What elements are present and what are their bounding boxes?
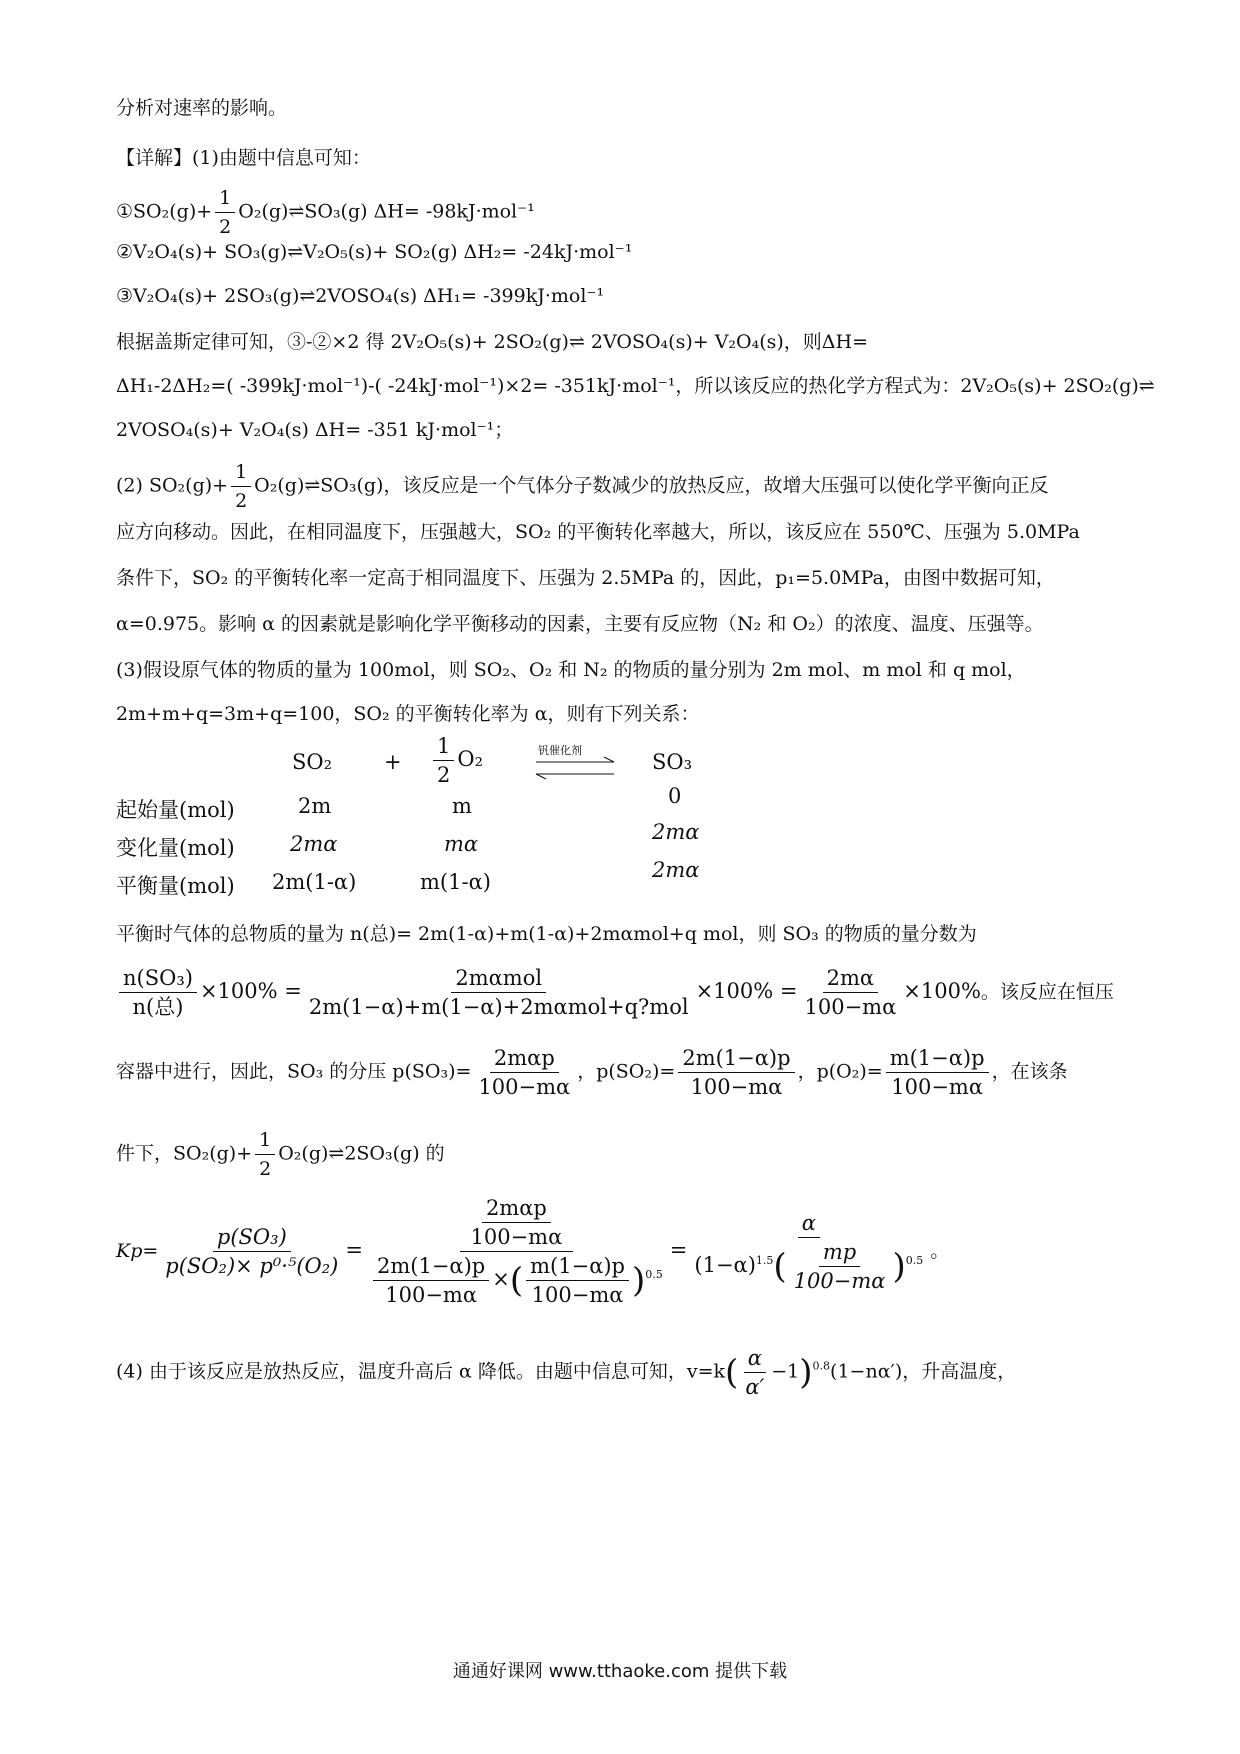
table-header-o2: $\frac{1}{2}$ O₂ [430,734,483,787]
cell: 0 [668,784,682,808]
table-header-so3: SO₃ [652,750,693,774]
cell: 2m [298,794,332,818]
text-line: 【详解】(1)由题中信息可知： [116,147,371,169]
equation-2: ②V₂O₄(s)+ SO₃(g)⇌V₂O₅(s)+ SO₂(g) ΔH₂= -24kJ·mol⁻¹ [116,241,633,263]
equilibrium-arrow-icon [534,756,618,780]
kp-expression: Kp= $\frac{\text{p(SO₃)}}{\text{p(SO₂)× p⁰·⁵(O₂)}}$ = $\frac{\text{2mαp}}{100-m\alpha}$ $\frac{2m(1-\alpha)p}{100-m\alpha}$ ×( $\frac{m(1-\alpha)p}{100-m\alpha}$ )$^{0.5}$ = α $(1-\alpha)^{1.5}$( $\frac{mp}{100-m\alpha}$ )$^{0.5}$ 。 [116,1196,950,1307]
cell: 2mα [290,832,338,856]
catalyst-label: 钒催化剂 [538,744,582,757]
text-line: 平衡时气体的总物质的量为 n(总)= 2m(1-α)+m(1-α)+2mαmol+q mol，则 SO₃ 的物质的量分数为 [116,923,977,945]
half-fraction: $\frac{1}{2}$ [231,460,251,513]
paragraph-4-line: (4) 由于该反应是放热反应，温度升高后 α 降低。由题中信息可知，v=k( $\frac{\alpha}{\alpha'}$ −1)$^{0.8}$(1−nα′)，升高温度， [116,1346,1017,1399]
cell: 2mα [652,820,700,844]
row-label: 平衡量(mol) [116,874,235,898]
text-line: 分析对速率的影响。 [116,97,288,119]
text-line: 条件下，SO₂ 的平衡转化率一定高于相同温度下、压强为 2.5MPa 的，因此，p₁=5.0MPa，由图中数据可知， [116,567,1055,589]
eq1-tail: O₂(g)⇌SO₃(g) ΔH= -98kJ·mol⁻¹ [238,200,535,223]
cell: 2mα [652,858,700,882]
equation-3: ③V₂O₄(s)+ 2SO₃(g)⇌2VOSO₄(s) ΔH₁= -399kJ·mol⁻¹ [116,285,605,307]
row-label: 变化量(mol) [116,836,235,860]
text-line: 件下，SO₂(g)+ $\frac{1}{2}$ O₂(g)⇌2SO₃(g) 的 [116,1129,445,1180]
cell: m(1-α) [420,870,491,894]
text-line: (3)假设原气体的物质的量为 100mol，则 SO₂、O₂ 和 N₂ 的物质的量分别为 2m mol、m mol 和 q mol， [116,659,1026,681]
paragraph-2-line: (2) SO₂(g)+ $\frac{1}{2}$ O₂(g)⇌SO₃(g)，该反应是一个气体分子数减少的放热反应，故增大压强可以使化学平衡向正反 [116,461,1049,512]
mole-fraction-expression: $\frac{\text{n(SO₃)}}{\text{n(总)}}$ ×100% = $\frac{\text{2mαmol}}{\text{2m(1−α)+m(1−α)+2mαmol+q?mol}}$ ×100% = $\frac{2m\alpha}{100-m\alpha}$ ×100%。该反应在恒压 [116,966,1114,1019]
text-line: 2VOSO₄(s)+ V₂O₄(s) ΔH= -351 kJ·mol⁻¹； [116,419,514,441]
text-line: ΔH₁-2ΔH₂=( -399kJ·mol⁻¹)-( -24kJ·mol⁻¹)×2= -351kJ·mol⁻¹，所以该反应的热化学方程式为：2V₂O₅(s)+ 2SO₂(g)⇌ [116,375,1155,397]
table-header-so2: SO₂ [292,750,333,774]
row-label: 起始量(mol) [116,798,235,822]
table-header-plus: + [384,750,402,774]
partial-pressure-line: 容器中进行，因此，SO₃ 的分压 p(SO₃)= $\frac{\text{2mαp}}{100-m\alpha}$ ，p(SO₂)= $\frac{2m(1-\alpha)p}{100-m\alpha}$ ，p(O₂)= $\frac{m(1-\alpha)p}{100-m\alpha}$ ，在该条 [116,1046,1068,1099]
equation-1 [116,186,535,239]
cell: m [452,794,472,818]
text-line: 2m+m+q=3m+q=100，SO₂ 的平衡转化率为 α，则有下列关系： [116,703,700,725]
text-line: 根据盖斯定律可知，③-②×2 得 2V₂O₅(s)+ 2SO₂(g)⇌ 2VOSO₄(s)+ V₂O₄(s)，则ΔH= [116,331,869,353]
text-line: α=0.975。影响 α 的因素就是影响化学平衡移动的因素，主要有反应物（N₂ 和 O₂）的浓度、温度、压强等。 [116,613,1044,635]
eq1-head: ①SO₂(g)+ [116,200,213,223]
text-line: 应方向移动。因此，在相同温度下，压强越大，SO₂ 的平衡转化率越大，所以，该反应在 550℃、压强为 5.0MPa [116,521,1080,543]
page-footer: 通通好课网 www.tthaoke.com 提供下载 [452,1661,788,1682]
cell: 2m(1-α) [272,870,357,894]
cell: mα [444,832,479,856]
half-fraction: $\frac{1}{2}$ [215,186,235,239]
